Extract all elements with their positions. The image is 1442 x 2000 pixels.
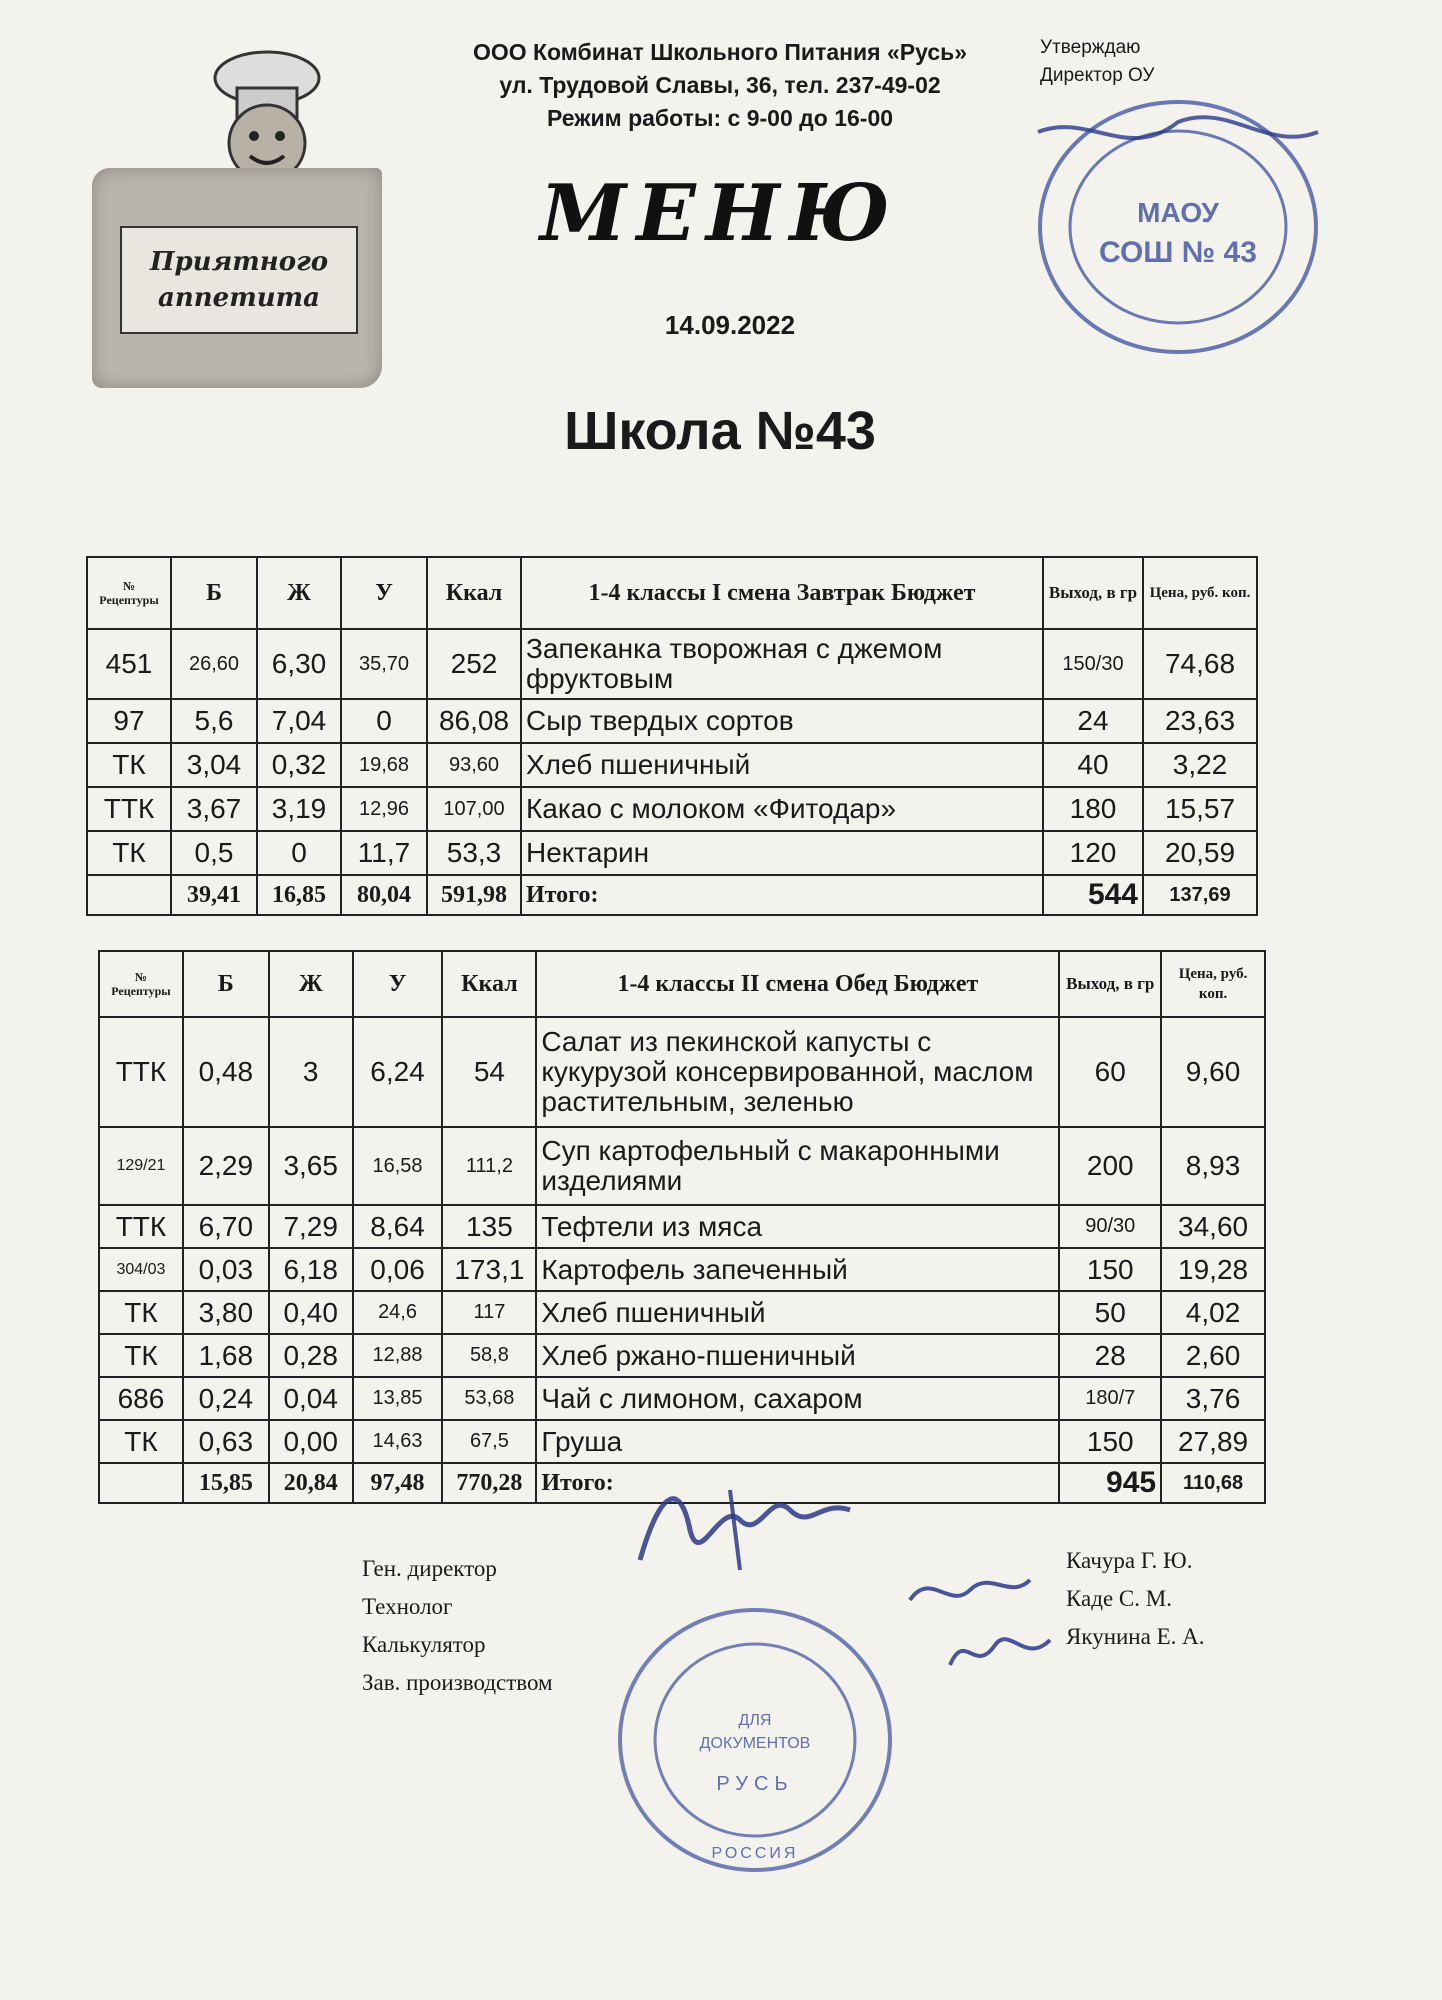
total-label: Итого:	[536, 1463, 1059, 1503]
carbs: 12,96	[341, 787, 427, 831]
approve-role: Директор ОУ	[1040, 65, 1155, 86]
recipe-number: ТК	[87, 743, 171, 787]
carbs: 24,6	[353, 1291, 443, 1334]
protein: 1,68	[183, 1334, 269, 1377]
recipe-number: 686	[99, 1377, 183, 1420]
recipe-number: ТК	[99, 1420, 183, 1463]
price: 27,89	[1161, 1420, 1265, 1463]
company-stamp-line-3: РУСЬ	[716, 1773, 794, 1795]
carbs: 0,06	[353, 1248, 443, 1291]
dish-name: Хлеб пшеничный	[536, 1291, 1059, 1334]
total-yield: 945	[1059, 1463, 1161, 1503]
total-row	[87, 875, 1257, 915]
total-price: 110,68	[1161, 1463, 1265, 1503]
fat: 0,04	[269, 1377, 353, 1420]
yield: 24	[1043, 699, 1143, 743]
fat: 6,30	[257, 629, 341, 699]
col-carbs: У	[341, 557, 427, 629]
fat: 3	[269, 1017, 353, 1127]
col-kcal: Ккал	[442, 951, 536, 1017]
dish-name: Хлеб ржано-пшеничный	[536, 1334, 1059, 1377]
approval-block	[1040, 34, 1300, 90]
kcal: 111,2	[442, 1127, 536, 1205]
total-kcal: 591,98	[427, 875, 521, 915]
table-row	[99, 1127, 1265, 1205]
total-carbs: 80,04	[341, 875, 427, 915]
kcal: 93,60	[427, 743, 521, 787]
kcal: 53,3	[427, 831, 521, 875]
yield: 150	[1059, 1248, 1161, 1291]
total-fat: 16,85	[257, 875, 341, 915]
recipe-number: ТТК	[87, 787, 171, 831]
director-signature	[1038, 117, 1318, 138]
dish-name: Нектарин	[521, 831, 1043, 875]
price: 3,22	[1143, 743, 1257, 787]
fat: 3,65	[269, 1127, 353, 1205]
table-header-row	[99, 951, 1265, 1017]
kcal: 67,5	[442, 1420, 536, 1463]
price: 23,63	[1143, 699, 1257, 743]
dish-name: Салат из пекинской капусты с кукурузой консервированной, маслом растительным, зеленью	[536, 1017, 1059, 1127]
price: 20,59	[1143, 831, 1257, 875]
school-stamp-line-2: СОШ № 43	[1099, 236, 1257, 269]
kcal: 54	[442, 1017, 536, 1127]
carbs: 16,58	[353, 1127, 443, 1205]
total-carbs: 97,48	[353, 1463, 443, 1503]
fat: 3,19	[257, 787, 341, 831]
total-empty-cell	[99, 1463, 183, 1503]
yield: 180	[1043, 787, 1143, 831]
dish-name: Чай с лимоном, сахаром	[536, 1377, 1059, 1420]
company-info	[420, 36, 1020, 135]
kcal: 173,1	[442, 1248, 536, 1291]
recipe-number: ТК	[99, 1334, 183, 1377]
table-row	[87, 743, 1257, 787]
company-stamp-line-1: ДЛЯ	[738, 1712, 772, 1729]
recipe-number: ТК	[87, 831, 171, 875]
logo-sign	[92, 168, 382, 388]
school-stamp	[1028, 92, 1328, 362]
role-production-head: Зав. производством	[362, 1670, 553, 1695]
logo-line-1: Приятного	[149, 247, 329, 277]
role-calculator: Калькулятор	[362, 1632, 486, 1657]
kcal: 53,68	[442, 1377, 536, 1420]
price: 74,68	[1143, 629, 1257, 699]
kcal: 252	[427, 629, 521, 699]
table-row	[87, 787, 1257, 831]
lunch-table	[98, 950, 1266, 1504]
price: 4,02	[1161, 1291, 1265, 1334]
yield: 50	[1059, 1291, 1161, 1334]
dish-name: Сыр твердых сортов	[521, 699, 1043, 743]
carbs: 0	[341, 699, 427, 743]
role-general-director: Ген. директор	[362, 1556, 497, 1581]
fat: 0,40	[269, 1291, 353, 1334]
yield: 150/30	[1043, 629, 1143, 699]
recipe-number: 304/03	[99, 1248, 183, 1291]
carbs: 35,70	[341, 629, 427, 699]
recipe-number: ТТК	[99, 1017, 183, 1127]
col-price: Цена, руб. коп.	[1161, 951, 1265, 1017]
fat: 7,29	[269, 1205, 353, 1248]
dish-name: Картофель запеченный	[536, 1248, 1059, 1291]
recipe-number: 129/21	[99, 1127, 183, 1205]
menu-date: 14.09.2022	[664, 310, 796, 340]
dish-name: Тефтели из мяса	[536, 1205, 1059, 1248]
total-fat: 20,84	[269, 1463, 353, 1503]
protein: 2,29	[183, 1127, 269, 1205]
approve-label: Утверждаю	[1040, 37, 1141, 58]
company-name: ООО Комбинат Школьного Питания «Русь»	[472, 39, 968, 65]
yield: 60	[1059, 1017, 1161, 1127]
protein: 0,63	[183, 1420, 269, 1463]
fat: 0	[257, 831, 341, 875]
col-recipe-number: № Рецептуры	[87, 557, 171, 629]
fat: 6,18	[269, 1248, 353, 1291]
col-kcal: Ккал	[427, 557, 521, 629]
total-protein: 39,41	[171, 875, 257, 915]
yield: 90/30	[1059, 1205, 1161, 1248]
protein: 6,70	[183, 1205, 269, 1248]
protein: 0,48	[183, 1017, 269, 1127]
price: 19,28	[1161, 1248, 1265, 1291]
technologist-signature	[900, 1560, 1040, 1620]
company-address: ул. Трудовой Славы, 36, тел. 237-49-02	[499, 72, 941, 98]
recipe-number: 451	[87, 629, 171, 699]
col-section-title: 1-4 классы II смена Обед Бюджет	[536, 951, 1059, 1017]
fat: 0,32	[257, 743, 341, 787]
recipe-number: ТК	[99, 1291, 183, 1334]
table-row	[99, 1291, 1265, 1334]
total-kcal: 770,28	[442, 1463, 536, 1503]
table-row	[99, 1377, 1265, 1420]
yield: 200	[1059, 1127, 1161, 1205]
col-yield: Выход, в гр	[1059, 951, 1161, 1017]
carbs: 6,24	[353, 1017, 443, 1127]
yield: 28	[1059, 1334, 1161, 1377]
col-fat: Ж	[257, 557, 341, 629]
total-label: Итого:	[521, 875, 1043, 915]
protein: 3,80	[183, 1291, 269, 1334]
table-header-row	[87, 557, 1257, 629]
total-empty-cell	[87, 875, 171, 915]
logo-line-2: аппетита	[158, 283, 320, 313]
total-price: 137,69	[1143, 875, 1257, 915]
col-recipe-number: № Рецептуры	[99, 951, 183, 1017]
dish-name: Какао с молоком «Фитодар»	[521, 787, 1043, 831]
fat: 0,28	[269, 1334, 353, 1377]
name-2: Каде С. М.	[1066, 1586, 1172, 1611]
director-handwritten-signature	[620, 1470, 880, 1590]
table-row	[99, 1205, 1265, 1248]
company-stamp-line-4: РОССИЯ	[711, 1845, 799, 1862]
menu-title: МЕНЮ	[540, 168, 900, 259]
price: 2,60	[1161, 1334, 1265, 1377]
price: 9,60	[1161, 1017, 1265, 1127]
school-stamp-line-1: МАОУ	[1137, 197, 1219, 228]
table-row	[99, 1334, 1265, 1377]
role-technologist: Технолог	[362, 1594, 453, 1619]
kcal: 135	[442, 1205, 536, 1248]
signature-names	[1066, 1542, 1346, 1656]
protein: 3,04	[171, 743, 257, 787]
yield: 120	[1043, 831, 1143, 875]
protein: 26,60	[171, 629, 257, 699]
price: 8,93	[1161, 1127, 1265, 1205]
table-row	[99, 1420, 1265, 1463]
dish-name: Груша	[536, 1420, 1059, 1463]
protein: 3,67	[171, 787, 257, 831]
kcal: 58,8	[442, 1334, 536, 1377]
bon-appetit-logo	[92, 48, 382, 388]
yield: 150	[1059, 1420, 1161, 1463]
name-3: Якунина Е. А.	[1066, 1624, 1205, 1649]
protein: 0,03	[183, 1248, 269, 1291]
table-row	[87, 629, 1257, 699]
carbs: 19,68	[341, 743, 427, 787]
col-protein: Б	[183, 951, 269, 1017]
table-row	[99, 1248, 1265, 1291]
name-1: Качура Г. Ю.	[1066, 1548, 1193, 1573]
protein: 0,24	[183, 1377, 269, 1420]
kcal: 107,00	[427, 787, 521, 831]
total-protein: 15,85	[183, 1463, 269, 1503]
carbs: 11,7	[341, 831, 427, 875]
price: 34,60	[1161, 1205, 1265, 1248]
table-row	[87, 831, 1257, 875]
yield: 40	[1043, 743, 1143, 787]
price: 15,57	[1143, 787, 1257, 831]
dish-name: Суп картофельный с макаронными изделиями	[536, 1127, 1059, 1205]
carbs: 12,88	[353, 1334, 443, 1377]
yield: 180/7	[1059, 1377, 1161, 1420]
logo-plate	[120, 226, 358, 334]
col-fat: Ж	[269, 951, 353, 1017]
company-hours: Режим работы: с 9-00 до 16-00	[546, 105, 894, 131]
protein: 5,6	[171, 699, 257, 743]
kcal: 117	[442, 1291, 536, 1334]
school-name: Школа №43	[564, 401, 876, 461]
carbs: 8,64	[353, 1205, 443, 1248]
price: 3,76	[1161, 1377, 1265, 1420]
total-yield: 544	[1043, 875, 1143, 915]
recipe-number: ТТК	[99, 1205, 183, 1248]
col-protein: Б	[171, 557, 257, 629]
col-carbs: У	[353, 951, 443, 1017]
dish-name: Запеканка творожная с джемом фруктовым	[521, 629, 1043, 699]
fat: 7,04	[257, 699, 341, 743]
table-row	[87, 699, 1257, 743]
dish-name: Хлеб пшеничный	[521, 743, 1043, 787]
carbs: 14,63	[353, 1420, 443, 1463]
protein: 0,5	[171, 831, 257, 875]
col-yield: Выход, в гр	[1043, 557, 1143, 629]
col-section-title: 1-4 классы I смена Завтрак Бюджет	[521, 557, 1043, 629]
col-price: Цена, руб. коп.	[1143, 557, 1257, 629]
company-stamp-line-2: ДОКУМЕНТОВ	[699, 1735, 811, 1752]
kcal: 86,08	[427, 699, 521, 743]
company-stamp	[610, 1600, 900, 1880]
table-row	[99, 1017, 1265, 1127]
breakfast-table	[86, 556, 1258, 916]
carbs: 13,85	[353, 1377, 443, 1420]
recipe-number: 97	[87, 699, 171, 743]
fat: 0,00	[269, 1420, 353, 1463]
calculator-signature	[940, 1620, 1060, 1680]
